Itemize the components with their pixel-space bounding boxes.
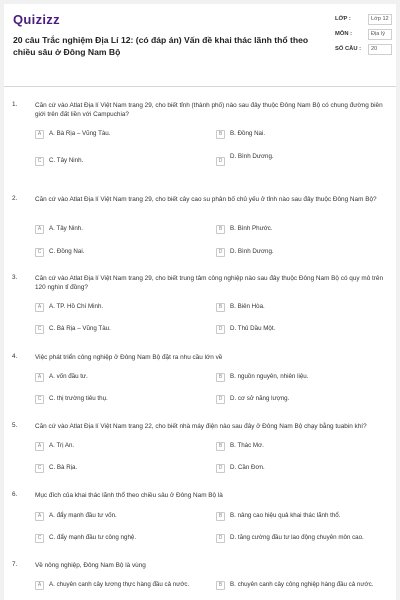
meta-value: Địa lý [368, 29, 392, 40]
meta-label: LỚP : [335, 16, 351, 22]
question-text: Về nông nghiệp, Đông Nam Bộ là vùng [35, 562, 146, 569]
meta-row-grade [335, 14, 393, 25]
option-checkbox[interactable]: B [216, 373, 225, 382]
worksheet-meta [335, 14, 393, 59]
option-d[interactable] [216, 325, 380, 334]
option-checkbox[interactable]: B [216, 225, 225, 234]
option-checkbox[interactable]: B [216, 581, 225, 590]
option-c[interactable] [35, 395, 199, 404]
question-text: Căn cứ vào Atlat Địa lí Việt Nam trang 22, cho biết nhà máy điện nào sau đây ở Đông Nam Bộ chạy bằng tuabin khí? [35, 423, 367, 430]
question-text: Căn cứ vào Atlat Địa lí Việt Nam trang 29, cho biết trung tâm công nghiệp nào sau đây thuộc Đông Nam Bộ có quy mô trên 120 nghìn tỉ đồng? [35, 275, 384, 291]
option-checkbox[interactable]: D [216, 325, 225, 334]
worksheet-title: 20 câu Trắc nghiệm Địa Lí 12: (có đáp án) Vấn đề khai thác lãnh thổ theo chiều sâu ở Đông Nam Bộ [13, 35, 309, 57]
question-number: 4. [12, 353, 18, 360]
option-checkbox[interactable]: B [216, 303, 225, 312]
option-c[interactable] [35, 157, 199, 166]
option-b[interactable] [216, 225, 380, 234]
meta-label: SỐ CÂU : [335, 46, 362, 52]
meta-row-subject [335, 29, 393, 40]
option-text: C. đẩy mạnh đầu tư công nghệ. [49, 534, 137, 541]
option-text: D. tăng cường đầu tư lao động chuyên môn cao. [230, 534, 364, 541]
meta-value: Lớp 12 [368, 14, 392, 25]
option-checkbox[interactable]: A [35, 130, 44, 139]
question-number: 7. [12, 561, 18, 568]
question-number: 2. [12, 195, 18, 202]
option-checkbox[interactable]: C [35, 157, 44, 166]
option-text: B. Đồng Nai. [230, 130, 266, 137]
option-d[interactable] [216, 395, 380, 404]
option-text: C. thị trường tiêu thụ. [49, 395, 108, 402]
option-text: B. nguồn nguyên, nhiên liệu. [230, 373, 309, 380]
option-a[interactable] [35, 373, 199, 382]
option-checkbox[interactable]: C [35, 534, 44, 543]
option-checkbox[interactable]: C [35, 464, 44, 473]
option-checkbox[interactable]: D [216, 395, 225, 404]
option-c[interactable] [35, 464, 199, 473]
question-number: 5. [12, 422, 18, 429]
option-a[interactable] [35, 225, 199, 234]
meta-label: MÔN : [335, 31, 353, 37]
option-checkbox[interactable]: C [35, 325, 44, 334]
quizizz-logo: Quizizz [13, 12, 60, 27]
question-text: Mục đích của khai thác lãnh thổ theo chiều sâu ở Đông Nam Bộ là [35, 492, 223, 499]
option-checkbox[interactable]: A [35, 373, 44, 382]
option-text: A. chuyên canh cây lương thực hàng đầu cả nước. [49, 581, 190, 588]
question-text: Việc phát triển công nghiệp ở Đông Nam Bộ đặt ra nhu cầu lớn về [35, 354, 223, 361]
worksheet-page [4, 4, 396, 600]
option-text: D. Bình Dương. [230, 248, 274, 255]
option-text: B. Thác Mơ. [230, 442, 264, 449]
option-text: B. nâng cao hiệu quả khai thác lãnh thổ. [230, 512, 341, 519]
option-b[interactable] [216, 581, 396, 590]
worksheet-header [4, 4, 396, 87]
option-checkbox[interactable]: B [216, 130, 225, 139]
option-text: A. vốn đầu tư. [49, 373, 88, 380]
option-text: A. đẩy mạnh đầu tư vốn. [49, 512, 117, 519]
option-c[interactable] [35, 248, 199, 257]
option-checkbox[interactable]: D [216, 464, 225, 473]
meta-value: 20 [368, 44, 392, 55]
question-number: 3. [12, 274, 18, 281]
option-checkbox[interactable]: D [216, 157, 225, 166]
option-text: C. Tây Ninh. [49, 157, 84, 164]
option-checkbox[interactable]: A [35, 442, 44, 451]
option-c[interactable] [35, 534, 199, 543]
option-checkbox[interactable]: A [35, 581, 44, 590]
option-text: A. TP. Hồ Chí Minh. [49, 303, 104, 310]
question-number: 6. [12, 491, 18, 498]
option-checkbox[interactable]: A [35, 303, 44, 312]
option-b[interactable] [216, 512, 396, 521]
option-text: B. chuyên canh cây công nghiệp hàng đầu cả nước. [230, 581, 374, 588]
option-a[interactable] [35, 303, 199, 312]
option-b[interactable] [216, 442, 380, 451]
option-checkbox[interactable]: D [216, 248, 225, 257]
option-checkbox[interactable]: A [35, 225, 44, 234]
option-text: D. cơ sở năng lượng. [230, 395, 290, 402]
question-number: 1. [12, 101, 18, 108]
option-d[interactable] [216, 153, 380, 166]
meta-row-count [335, 44, 393, 55]
option-text: D. Bình Dương. [230, 153, 274, 160]
option-a[interactable] [35, 512, 199, 521]
option-text: C. Đồng Nai. [49, 248, 85, 255]
option-text: A. Tây Ninh. [49, 225, 83, 232]
option-text: A. Bà Rịa – Vũng Tàu. [49, 130, 111, 137]
option-text: C. Bà Rịa. [49, 464, 78, 471]
option-a[interactable] [35, 442, 199, 451]
option-a[interactable] [35, 581, 219, 590]
option-text: B. Biên Hòa. [230, 303, 265, 310]
option-text: D. Thủ Dầu Một. [230, 325, 276, 332]
option-b[interactable] [216, 303, 380, 312]
option-checkbox[interactable]: C [35, 395, 44, 404]
option-a[interactable] [35, 130, 199, 139]
option-text: D. Cần Đơn. [230, 464, 265, 471]
option-text: C. Bà Rịa – Vũng Tàu. [49, 325, 111, 332]
option-text: A. Trị An. [49, 442, 75, 449]
option-d[interactable] [216, 534, 396, 543]
question-text: Căn cứ vào Atlat Địa lí Việt Nam trang 29, cho biết tỉnh (thành phố) nào sau đây thuộc Đông Nam Bộ có chung đường biên giới trên đất liền với Campuchia? [35, 102, 383, 118]
option-checkbox[interactable]: B [216, 512, 225, 521]
option-checkbox[interactable]: A [35, 512, 44, 521]
option-checkbox[interactable]: C [35, 248, 44, 257]
option-b[interactable] [216, 373, 380, 382]
option-d[interactable] [216, 464, 380, 473]
option-b[interactable] [216, 130, 380, 139]
option-c[interactable] [35, 325, 199, 334]
option-d[interactable] [216, 248, 380, 257]
option-checkbox[interactable]: D [216, 534, 225, 543]
option-checkbox[interactable]: B [216, 442, 225, 451]
option-text: B. Bình Phước. [230, 225, 273, 232]
question-text: Căn cứ vào Atlat Địa lí Việt Nam trang 29, cho biết cây cao su phân bố chủ yếu ở tỉnh nào sau đây thuộc Đông Nam Bộ? [35, 196, 377, 203]
